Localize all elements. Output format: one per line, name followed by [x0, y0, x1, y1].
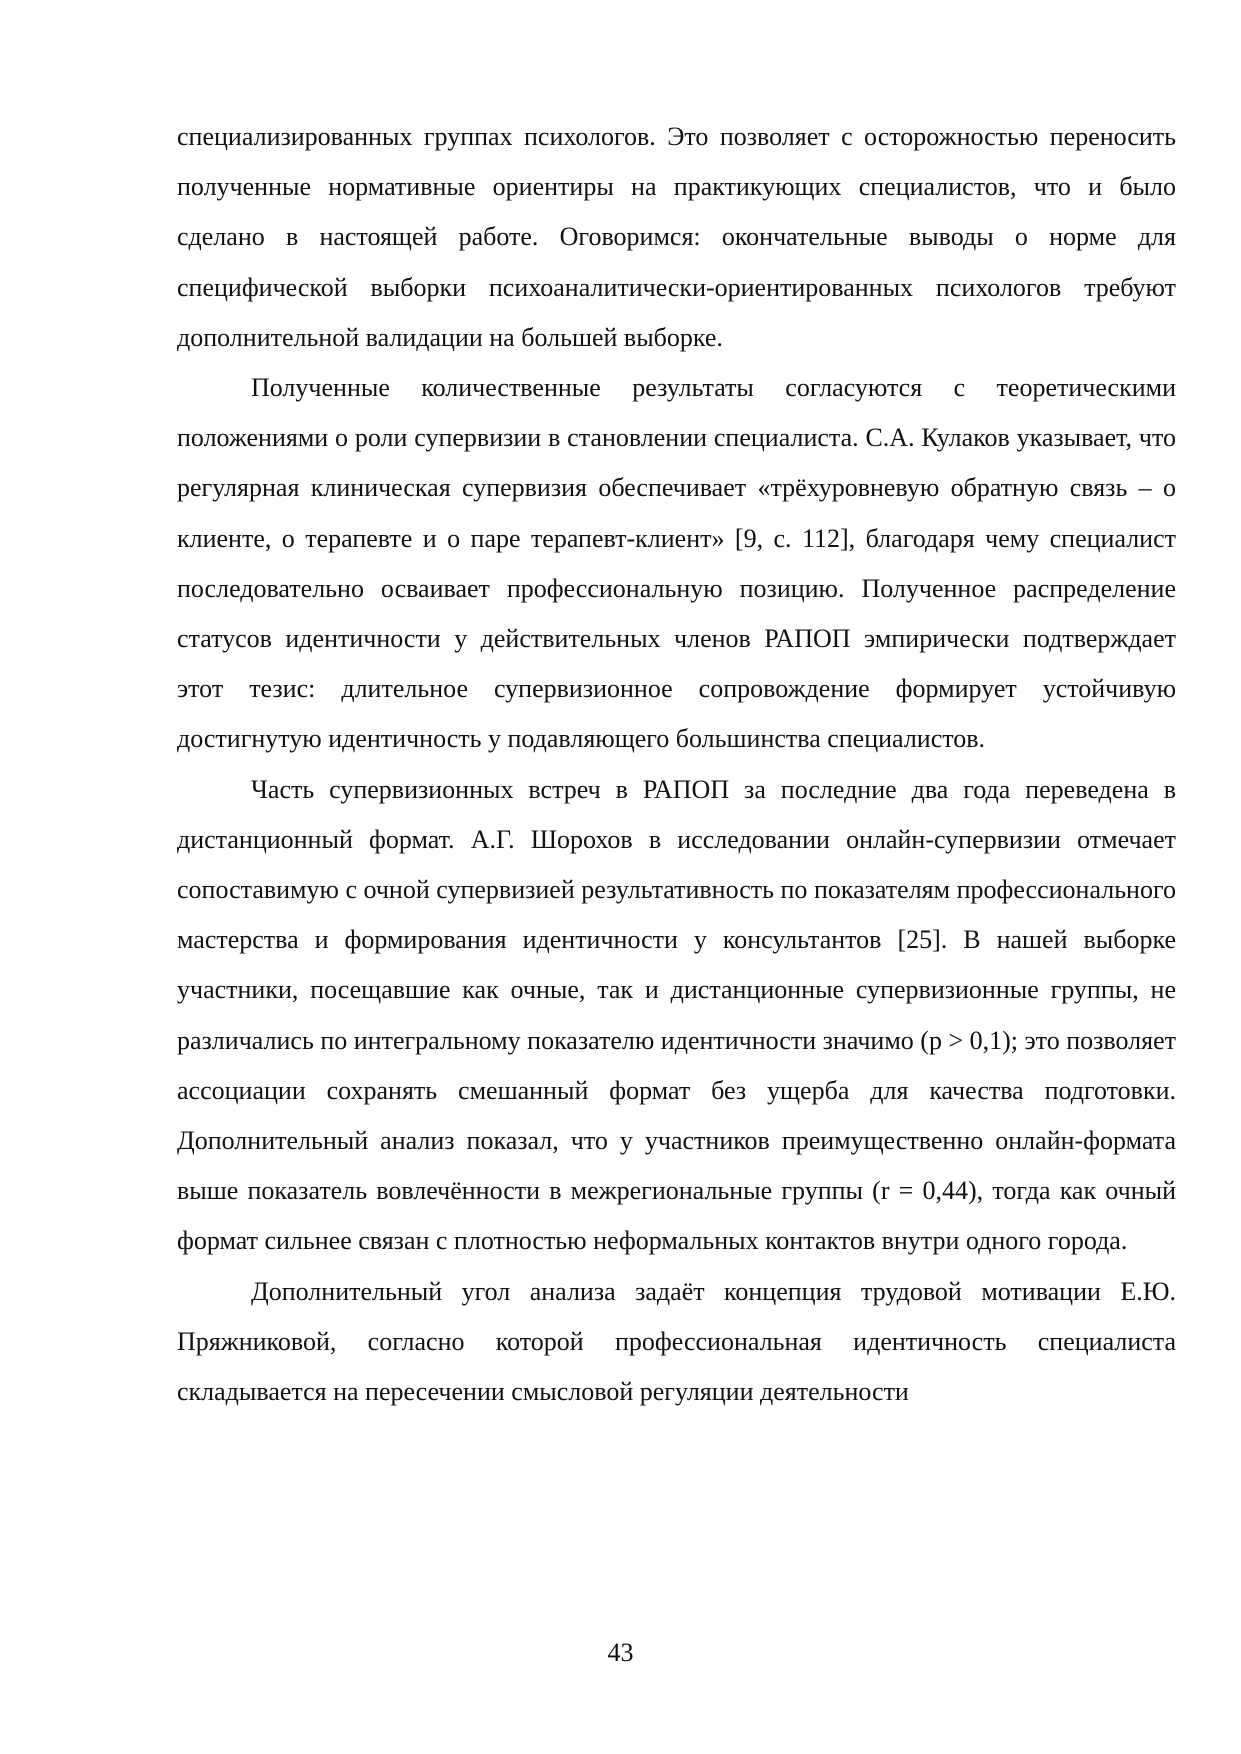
paragraph-continuation: специализированных группах психологов. Это позволяет с осторожностью переносить полученные нормативные ориентиры на практикующих специалистов, что и было сделано в настоящей работе. Оговоримся: окончательные выводы о норме для специфической выборки психоаналитически-ориентированных психологов требуют дополнительной валидации на большей выборке. [177, 122, 1176, 352]
paragraph-remote-format: Часть супервизионных встреч в РАПОП за последние два года переведена в дистанционный формат. А.Г. Шорохов в исследовании онлайн-супервизии отмечает сопоставимую с очной супервизией результативность по показателям профессионального мастерства и формирования идентичности у консультантов [25]. В нашей выборке участники, посещавшие как очные, так и дистанционные супервизионные группы, не различались по интегральному показателю идентичности значимо (p > 0,1); это позволяет ассоциации сохранять смешанный формат без ущерба для качества подготовки. Дополнительный анализ показал, что у участников преимущественно онлайн-формата выше показатель вовлечённости в межрегиональные группы (r = 0,44), тогда как очный формат сильнее связан с плотностью неформальных контактов внутри одного города. [177, 774, 1176, 1256]
paragraph-supervision-theory: Полученные количественные результаты согласуются с теоретическими положениями о роли супервизии в становлении специалиста. С.А. Кулаков указывает, что регулярная клиническая супервизия обеспечивает «трёхуровневую обратную связь – о клиенте, о терапевте и о паре терапевт-клиент» [9, с. 112], благодаря чему специалист последовательно осваивает профессиональную позицию. Полученное распределение статусов идентичности у действительных членов РАПОП эмпирически подтверждает этот тезис: длительное супервизионное сопровождение формирует устойчивую достигнутую идентичность у подавляющего большинства специалистов. [177, 373, 1176, 754]
body-text [177, 112, 1176, 1417]
paragraph-motivation-concept: Дополнительный угол анализа задаёт концепция трудовой мотивации Е.Ю. Пряжниковой, согласно которой профессиональная идентичность специалиста складывается на пересечении смысловой регуляции деятельности [177, 1276, 1176, 1407]
page-number: 43 [607, 1638, 634, 1667]
